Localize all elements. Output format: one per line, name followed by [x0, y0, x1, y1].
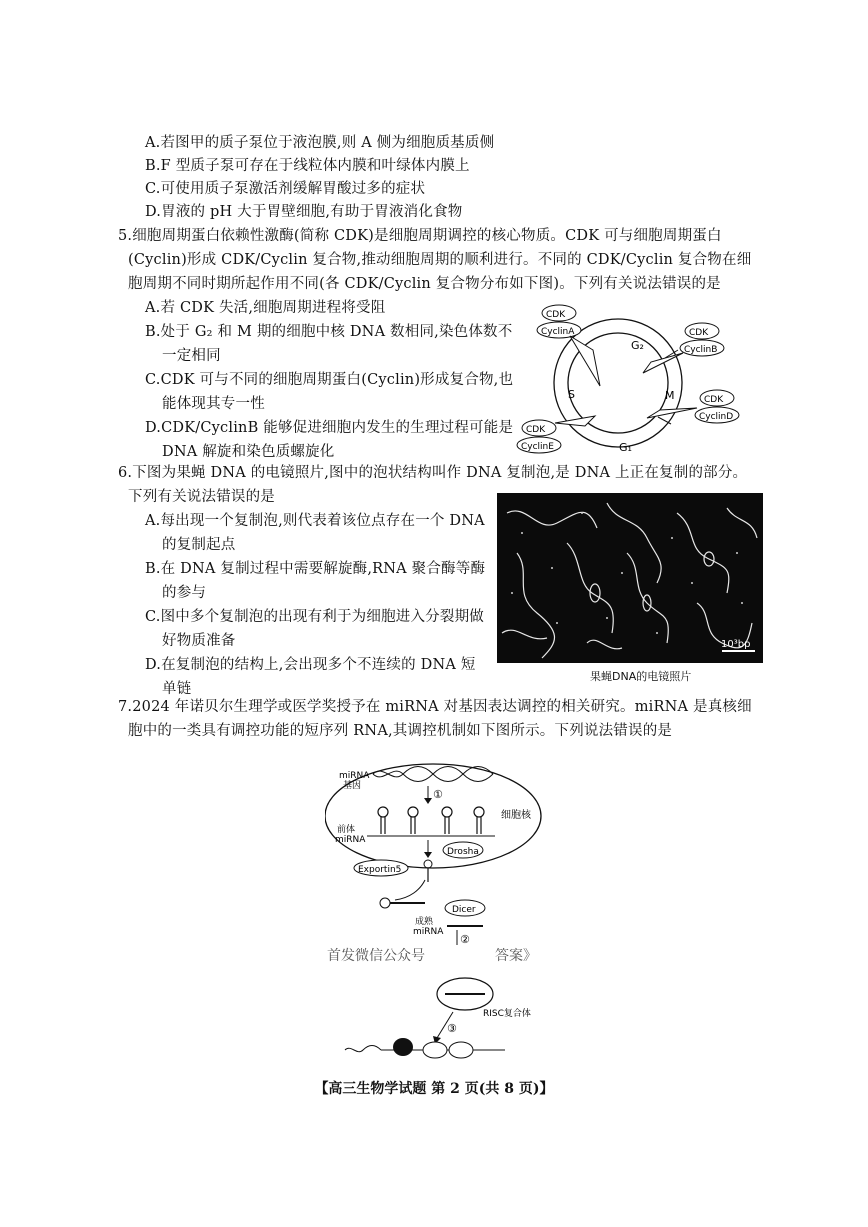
q5-stem-3: 胞周期不同时期所起作用不同(各 CDK/Cyclin 复合物分布如下图)。下列有关说法错误的是: [128, 276, 721, 292]
drosha-label: Drosha: [447, 847, 479, 857]
q7-stem-2: 胞中的一类具有调控功能的短序列 RNA,其调控机制如下图所示。下列说法错误的是: [128, 723, 673, 739]
cdk-label-b: CDK: [689, 328, 709, 338]
q4-option-d: D.胃液的 pH 大于胃壁细胞,有助于胃液消化食物: [145, 204, 463, 220]
phase-s: S: [568, 388, 575, 401]
q6-option-b-1: B.在 DNA 复制过程中需要解旋酶,RNA 聚合酶等酶: [145, 561, 486, 577]
q5-option-a: A.若 CDK 失活,细胞周期进程将受阻: [145, 300, 386, 316]
cyclin-b-label: CyclinB: [684, 345, 718, 355]
pre-mirna-label-1: 前体: [337, 825, 356, 835]
cyclin-d-label: CyclinD: [699, 412, 734, 422]
step-1-label: ①: [433, 788, 443, 801]
q6-option-a-1: A.每出现一个复制泡,则代表着该位点存在一个 DNA: [145, 513, 485, 529]
cell-cycle-diagram: [515, 298, 775, 460]
q5-option-b-2: 一定相同: [162, 348, 221, 364]
scale-bar-label: 10³bp: [721, 639, 751, 650]
watermark: [327, 945, 537, 965]
q4-option-c: C.可使用质子泵激活剂缓解胃酸过多的症状: [145, 181, 426, 197]
gene-label-1: miRNA: [339, 771, 370, 781]
q6-option-c-2: 好物质准备: [162, 633, 236, 649]
watermark-text: 首发微信公众号: [327, 948, 425, 964]
risc-label: RISC复合体: [483, 1009, 531, 1019]
q7-stem-1: 7.2024 年诺贝尔生理学或医学奖授予在 miRNA 对基因表达调控的相关研究。miRNA 是真核细: [118, 699, 752, 715]
step-2-label: ②: [460, 933, 470, 946]
cyclin-e-label: CyclinE: [521, 442, 554, 452]
mirna-diagram: [325, 760, 555, 1070]
q6-option-d-2: 单链: [162, 681, 192, 697]
watermark-tail: 答案》: [495, 948, 537, 964]
exportin-label: Exportin5: [358, 865, 402, 875]
dicer-label: Dicer: [452, 905, 476, 915]
q5-stem-2: (Cyclin)形成 CDK/Cyclin 复合物,推动细胞周期的顺利进行。不同的 CDK/Cyclin 复合物在细: [128, 252, 752, 268]
mature-mirna-label-1: 成熟: [415, 917, 434, 927]
phase-g2: G₂: [631, 339, 644, 352]
cyclin-a-label: CyclinA: [541, 327, 575, 337]
phase-m: M: [665, 389, 675, 402]
step-3-label: ③: [447, 1022, 457, 1035]
q6-option-a-2: 的复制起点: [162, 537, 236, 553]
q6-stem-2: 下列有关说法错误的是: [128, 489, 275, 505]
q6-option-c-1: C.图中多个复制泡的出现有利于为细胞进入分裂期做: [145, 609, 484, 625]
q5-option-b-1: B.处于 G₂ 和 M 期的细胞中核 DNA 数相同,染色体数不: [145, 324, 513, 340]
gene-label-2: 基因: [343, 781, 362, 791]
q5-option-d-2: DNA 解旋和染色质螺旋化: [162, 444, 335, 460]
q5-stem-1: 5.细胞周期蛋白依赖性激酶(简称 CDK)是细胞周期调控的核心物质。CDK 可与细胞周期蛋白: [118, 228, 722, 244]
phase-g1: G₁: [619, 441, 632, 454]
dna-em-photo: [497, 493, 763, 663]
q5-option-c-2: 能体现其专一性: [162, 396, 265, 412]
dna-strands-image: [497, 493, 763, 663]
photo-caption: 果蝇DNA的电镜照片: [590, 670, 692, 683]
q4-option-a: A.若图甲的质子泵位于液泡膜,则 A 侧为细胞质基质侧: [145, 135, 495, 151]
pre-mirna-label-2: miRNA: [335, 835, 366, 845]
q6-option-d-1: D.在复制泡的结构上,会出现多个不连续的 DNA 短: [145, 657, 476, 673]
mature-mirna-label-2: miRNA: [413, 927, 444, 937]
q5-option-d-1: D.CDK/CyclinB 能够促进细胞内发生的生理过程可能是: [145, 420, 514, 436]
page-footer: 【高三生物学试题 第 2 页(共 8 页)】: [314, 1081, 554, 1097]
q6-option-b-2: 的参与: [162, 585, 207, 601]
q5-option-c-1: C.CDK 可与不同的细胞周期蛋白(Cyclin)形成复合物,也: [145, 372, 514, 388]
nucleus-label: 细胞核: [501, 810, 531, 821]
q4-option-b: B.F 型质子泵可存在于线粒体内膜和叶绿体内膜上: [145, 158, 470, 174]
q6-stem-1: 6.下图为果蝇 DNA 的电镜照片,图中的泡状结构叫作 DNA 复制泡,是 DNA 上正在复制的部分。: [118, 465, 748, 481]
cdk-label-e: CDK: [526, 425, 546, 435]
cdk-label-a: CDK: [546, 310, 566, 320]
cdk-label-d: CDK: [704, 395, 724, 405]
